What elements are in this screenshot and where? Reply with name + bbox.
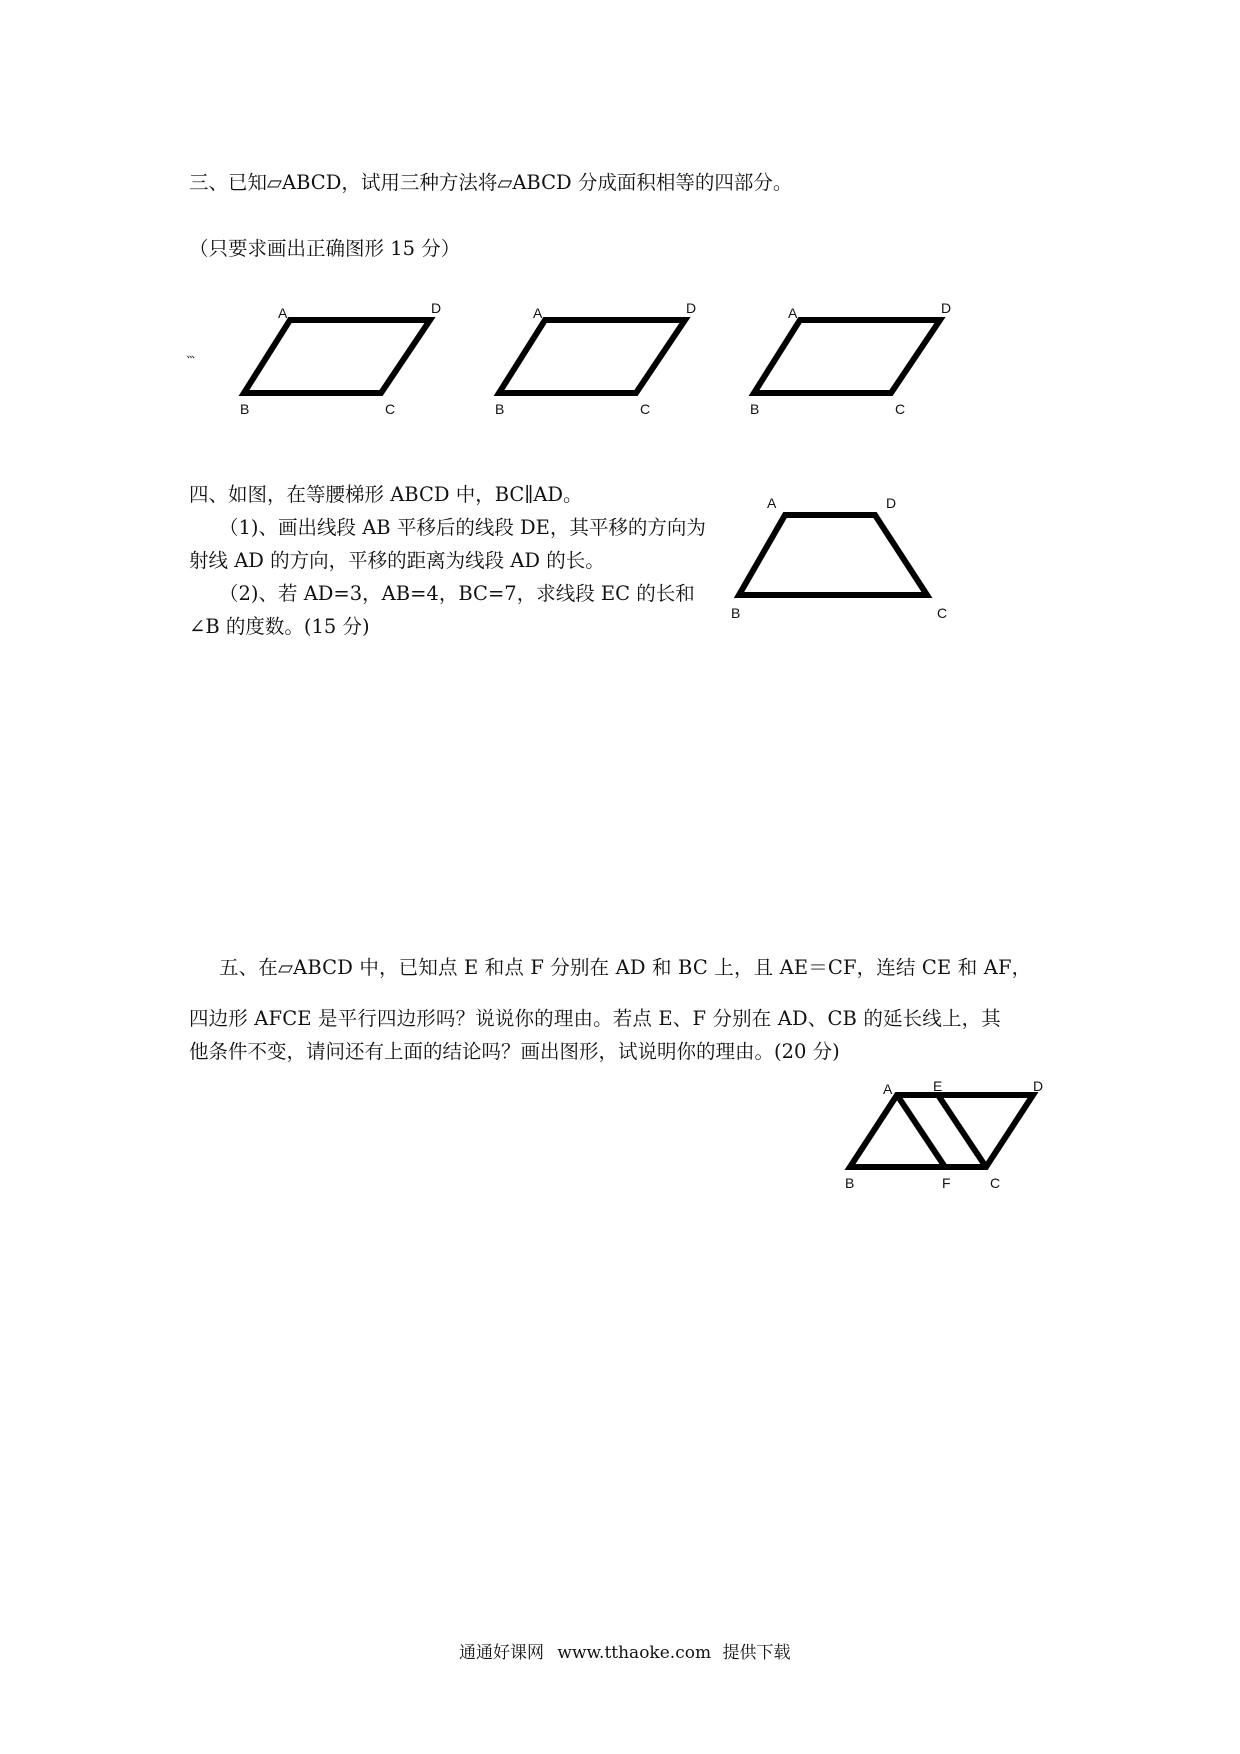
q4-label-b: B <box>731 605 741 621</box>
q4-part2-line1: （2)、若 AD=3，AB=4，BC=7，求线段 EC 的长和 <box>219 582 695 605</box>
q4-part2-line2: ∠B 的度数。(15 分) <box>189 615 370 638</box>
q4-label-c: C <box>937 605 948 621</box>
q5-parallelogram-abcd <box>850 1095 1033 1167</box>
q5-label-e: E <box>933 1078 943 1094</box>
q5-segment-af <box>897 1095 945 1167</box>
q3-fig2-label-d: D <box>686 300 697 316</box>
q5-label-a: A <box>883 1081 893 1097</box>
q4-part1-line1: （1)、画出线段 AB 平移后的线段 DE，其平移的方向为 <box>219 516 706 539</box>
q3-fig1-label-d: D <box>431 300 442 316</box>
footer <box>459 1645 790 1662</box>
q3-fig1-label-a: A <box>278 305 288 321</box>
q3-instruction: （只要求画出正确图形 15 分） <box>189 237 461 260</box>
q3-fig2-label-b: B <box>495 401 505 417</box>
footer-url[interactable]: www.tthaoke.com <box>557 1643 712 1663</box>
q4-statement: 四、如图，在等腰梯形 ABCD 中，BC∥AD。 <box>189 483 583 506</box>
q3-fig3-label-d: D <box>941 300 952 316</box>
q4-label-a: A <box>767 495 777 511</box>
q5-label-d: D <box>1033 1078 1044 1094</box>
q4-part1-line2: 射线 AD 的方向，平移的距离为线段 AD 的长。 <box>189 549 605 572</box>
q3-fig3-label-a: A <box>788 305 798 321</box>
q3-fig3-label-b: B <box>750 401 760 417</box>
q3-stray-marks: 、、、 <box>186 347 199 360</box>
q3-statement: 三、已知▱ABCD，试用三种方法将▱ABCD 分成面积相等的四部分。 <box>189 171 793 194</box>
q5-label-f: F <box>942 1175 951 1191</box>
q5-segment-ec <box>938 1095 986 1167</box>
q5-statement-line2: 四边形 AFCE 是平行四边形吗？说说你的理由。若点 E、F 分别在 AD、CB 的延长线上，其 <box>189 1007 1001 1030</box>
q3-fig3-label-c: C <box>895 401 906 417</box>
footer-suffix: 提供下载 <box>722 1643 791 1663</box>
q5-statement-line3: 他条件不变，请问还有上面的结论吗？画出图形，试说明你的理由。(20 分) <box>189 1040 840 1063</box>
q3-fig1-label-b: B <box>240 401 250 417</box>
q3-fig2-label-a: A <box>533 305 543 321</box>
q3-fig2-label-c: C <box>640 401 651 417</box>
q4-label-d: D <box>886 495 897 511</box>
q5-statement-line1: 五、在▱ABCD 中，已知点 E 和点 F 分别在 AD 和 BC 上，且 AE＝CF，连结 CE 和 AF， <box>219 956 1032 979</box>
footer-site-name: 通通好课网 <box>459 1643 544 1663</box>
q3-fig1-label-c: C <box>385 401 396 417</box>
q5-label-b: B <box>845 1175 855 1191</box>
q5-label-c: C <box>990 1175 1001 1191</box>
